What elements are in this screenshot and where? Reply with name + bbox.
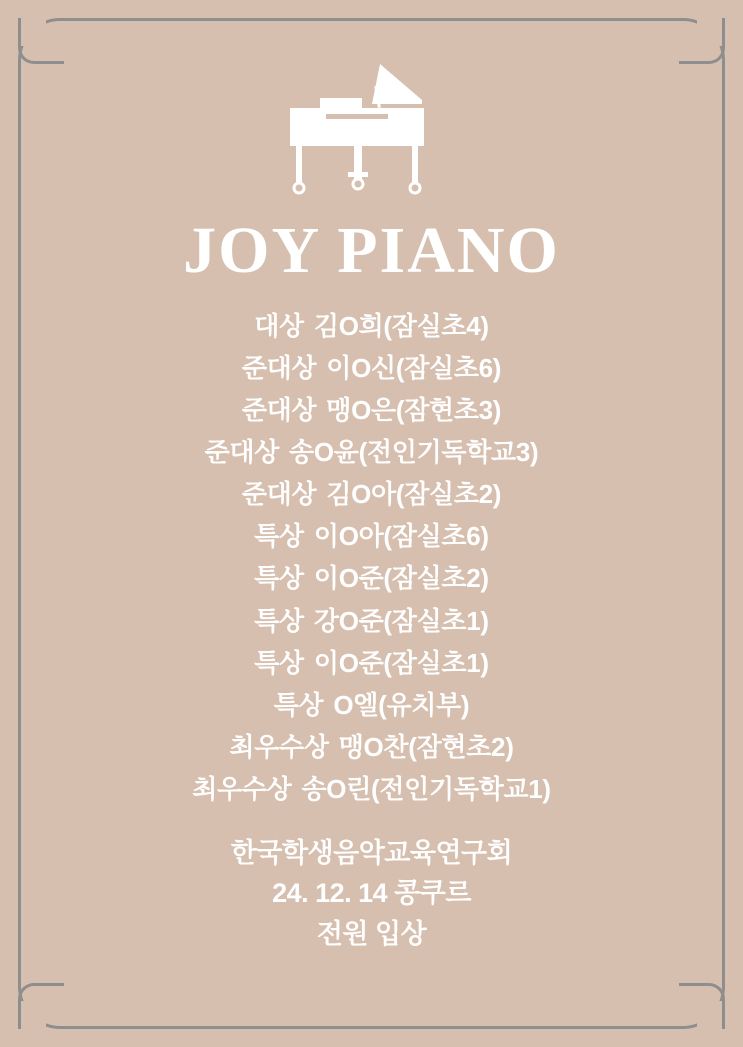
list-item [242,348,501,389]
winner-prize: 특상 [273,689,324,720]
list-item [229,727,513,768]
winner-name: 맹O은(잠현초3) [326,395,502,426]
winner-prize: 준대상 [204,437,280,468]
winner-name: 김O아(잠실초2) [326,479,502,510]
winner-name: 송O린(전인기독학교1) [301,773,551,804]
winner-prize: 준대상 [241,479,317,510]
winner-name: 김O희(잠실초4) [313,311,489,341]
winner-prize: 특상 [254,521,304,552]
winner-name: 맹O찬(잠현초2) [338,731,514,762]
organization-name: 한국학생음악교육연구회 [230,837,513,868]
list-item [192,769,551,810]
winner-name: 이O아(잠실초6) [313,521,489,552]
result-note: 전원 입상 [316,918,427,949]
winner-name: 이O신(잠실초6) [326,353,502,384]
list-item [254,306,489,347]
list-item [274,685,470,726]
winner-prize: 최우수상 [229,731,329,762]
list-item [242,390,501,431]
list-item [254,643,489,684]
winner-name: 강O준(잠실초1) [313,605,489,636]
page-title: JOY PIANO [183,214,560,287]
winner-prize: 준대상 [241,395,317,426]
list-item [242,474,501,515]
winner-prize: 특상 [254,563,304,594]
winner-prize: 준대상 [241,353,317,384]
event-name: 24. 12. 14 콩쿠르 [272,878,471,909]
winner-name: 이O준(잠실초2) [313,563,489,594]
winner-name: 송O윤(전인기독학교3) [289,437,539,468]
list-item [254,516,489,557]
list-item [254,601,489,642]
winner-name: O엘(유치부) [333,689,470,720]
winners-list [0,306,743,810]
list-item [205,432,539,473]
grand-piano-icon [272,52,472,212]
poster-footer [231,834,512,953]
winner-prize: 대상 [254,311,304,341]
list-item [254,558,489,599]
winner-name: 이O준(잠실초1) [313,647,489,678]
winner-prize: 최우수상 [192,773,292,804]
winner-prize: 특상 [254,605,304,636]
winner-prize: 특상 [254,647,304,678]
